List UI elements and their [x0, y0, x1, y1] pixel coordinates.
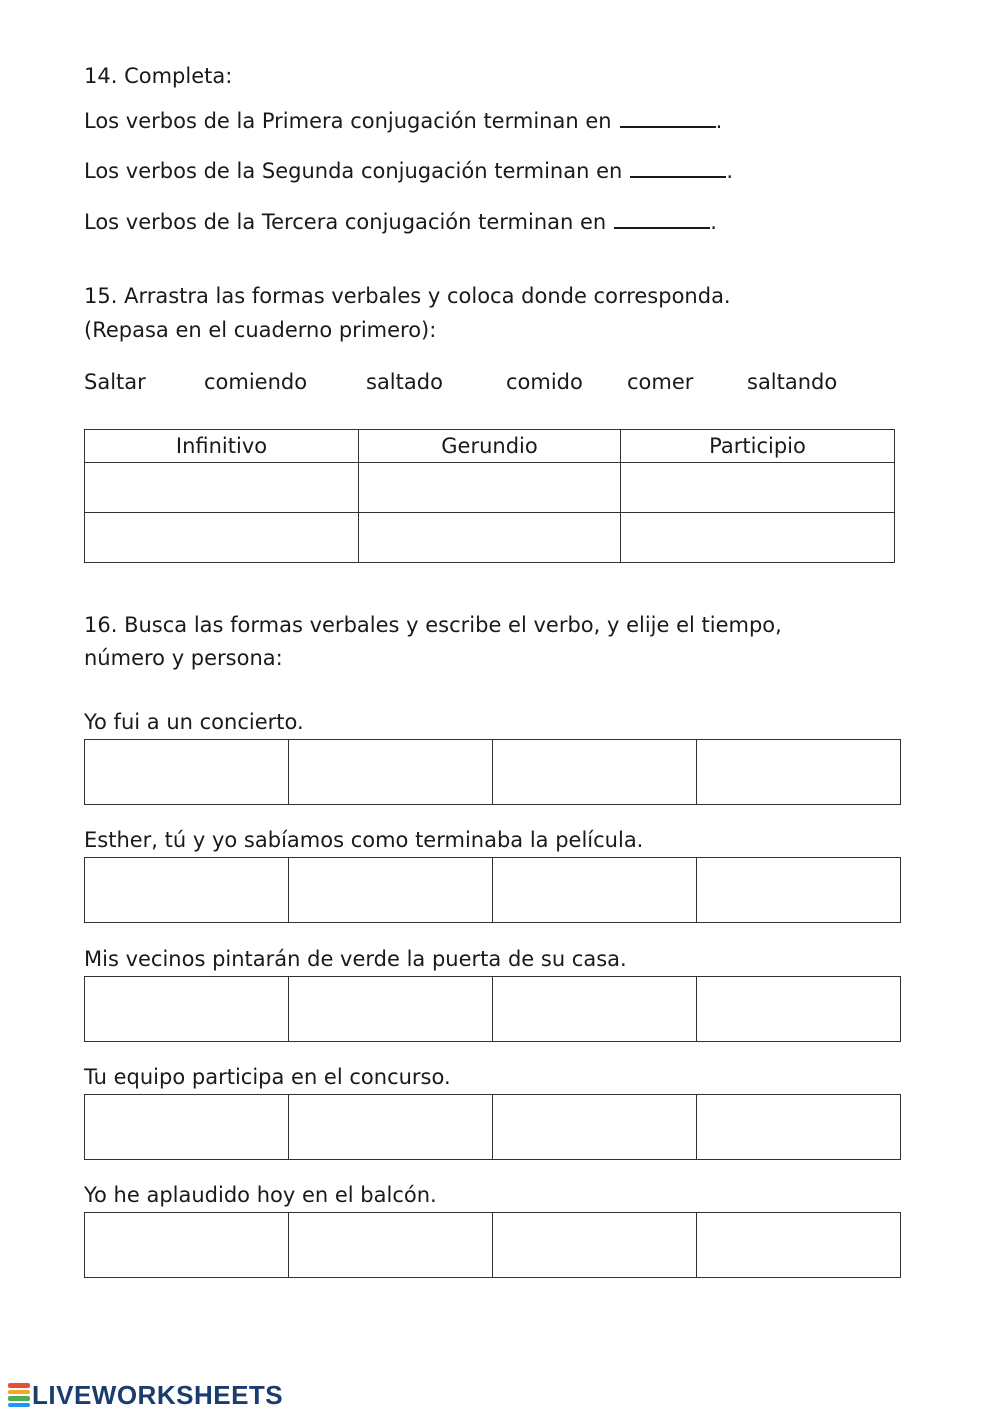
header-participio: Participio: [621, 430, 895, 463]
q14-line-end: .: [715, 109, 723, 133]
drop-cell[interactable]: [85, 463, 359, 513]
drop-cell[interactable]: [359, 513, 621, 563]
table-row: [85, 513, 895, 563]
answer-table-1: [84, 739, 901, 805]
drag-word[interactable]: saltando: [747, 370, 838, 394]
q14-line-text: Los verbos de la Tercera conjugación terminan en: [84, 210, 607, 234]
drop-cell[interactable]: [621, 513, 895, 563]
q16-sentence-2: Esther, tú y yo sabíamos como terminaba la película.: [84, 828, 644, 852]
answer-cell[interactable]: [85, 858, 289, 923]
logo-bar-blue: [8, 1403, 30, 1408]
table-row: [85, 1213, 901, 1278]
answer-table-5: [84, 1212, 901, 1278]
drag-word[interactable]: Saltar: [84, 370, 146, 394]
q14-line-2: [84, 158, 733, 184]
q16-title: 16. Busca las formas verbales y escribe el verbo, y elije el tiempo,: [84, 613, 782, 637]
drag-word[interactable]: comer: [627, 370, 694, 394]
q16-sentence-1: Yo fui a un concierto.: [84, 710, 304, 734]
answer-cell[interactable]: [697, 1095, 901, 1160]
drop-cell[interactable]: [359, 463, 621, 513]
q16-sentence-5: Yo he aplaudido hoy en el balcón.: [84, 1183, 437, 1207]
q15-subtitle: (Repasa en el cuaderno primero):: [84, 318, 437, 342]
fill-blank-2[interactable]: [630, 158, 726, 178]
drop-cell[interactable]: [621, 463, 895, 513]
header-infinitivo: Infinitivo: [85, 430, 359, 463]
answer-cell[interactable]: [289, 1213, 493, 1278]
liveworksheets-logo: [8, 1380, 283, 1410]
table-row: [85, 1095, 901, 1160]
liveworksheets-logo-icon: [8, 1382, 30, 1408]
verb-forms-table: [84, 429, 895, 563]
drag-word[interactable]: comiendo: [204, 370, 308, 394]
answer-cell[interactable]: [289, 858, 493, 923]
q16-title-line-2: número y persona:: [84, 646, 283, 670]
table-header-row: [85, 430, 895, 463]
answer-cell[interactable]: [697, 740, 901, 805]
table-row: [85, 740, 901, 805]
q14-line-text: Los verbos de la Primera conjugación terminan en: [84, 109, 612, 133]
answer-cell[interactable]: [493, 977, 697, 1042]
fill-blank-3[interactable]: [614, 209, 710, 229]
answer-cell[interactable]: [493, 858, 697, 923]
fill-blank-1[interactable]: [620, 108, 716, 128]
q15-title: 15. Arrastra las formas verbales y coloca donde corresponda.: [84, 284, 731, 308]
q16-sentence-3: Mis vecinos pintarán de verde la puerta de su casa.: [84, 947, 627, 971]
q14-line-end: .: [726, 159, 733, 183]
q14-line-end: .: [710, 210, 717, 234]
answer-cell[interactable]: [85, 977, 289, 1042]
answer-cell[interactable]: [493, 740, 697, 805]
answer-cell[interactable]: [697, 858, 901, 923]
q14-title: 14. Completa:: [84, 64, 233, 88]
table-row: [85, 977, 901, 1042]
q14-line-3: [84, 209, 717, 235]
drag-word[interactable]: saltado: [366, 370, 443, 394]
logo-text: LIVEWORKSHEETS: [32, 1379, 284, 1410]
logo-bar-orange: [8, 1390, 30, 1395]
answer-cell[interactable]: [493, 1213, 697, 1278]
answer-table-3: [84, 976, 901, 1042]
answer-cell[interactable]: [85, 1213, 289, 1278]
table-row: [85, 463, 895, 513]
table-row: [85, 858, 901, 923]
answer-table-4: [84, 1094, 901, 1160]
answer-table-2: [84, 857, 901, 923]
logo-bar-red: [8, 1383, 30, 1388]
logo-bar-green: [8, 1396, 30, 1401]
answer-cell[interactable]: [289, 740, 493, 805]
answer-cell[interactable]: [289, 1095, 493, 1160]
answer-cell[interactable]: [493, 1095, 697, 1160]
answer-cell[interactable]: [697, 977, 901, 1042]
answer-cell[interactable]: [85, 740, 289, 805]
drag-word[interactable]: comido: [506, 370, 583, 394]
answer-cell[interactable]: [289, 977, 493, 1042]
q14-line-text: Los verbos de la Segunda conjugación terminan en: [84, 159, 623, 183]
q14-line-1: [84, 108, 722, 134]
answer-cell[interactable]: [85, 1095, 289, 1160]
q16-sentence-4: Tu equipo participa en el concurso.: [84, 1065, 451, 1089]
answer-cell[interactable]: [697, 1213, 901, 1278]
header-gerundio: Gerundio: [359, 430, 621, 463]
drop-cell[interactable]: [85, 513, 359, 563]
